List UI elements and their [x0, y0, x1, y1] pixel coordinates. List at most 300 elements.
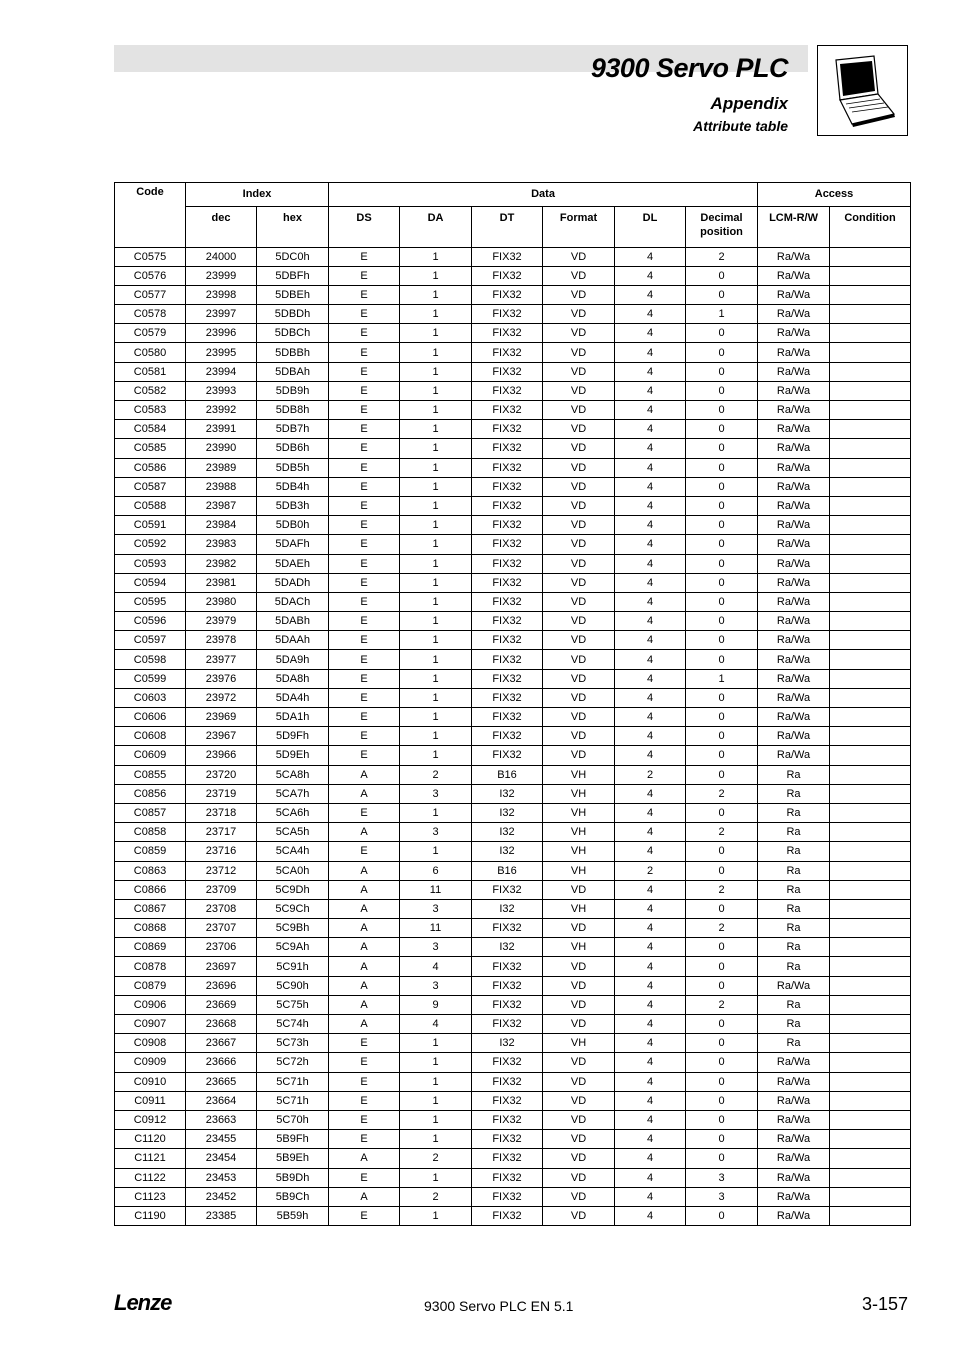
hex-cell: 5C72h: [257, 1053, 329, 1072]
dl-cell: 4: [615, 842, 686, 861]
lcm-rw-cell: Ra/Wa: [758, 976, 830, 995]
dec-cell: 23452: [186, 1187, 257, 1206]
dt-cell: FIX32: [472, 285, 543, 304]
decimal-position-cell: 2: [686, 880, 758, 899]
hex-cell: 5DA9h: [257, 650, 329, 669]
code-cell: C0879: [115, 976, 186, 995]
format-cell: VD: [543, 1072, 615, 1091]
table-row: [115, 708, 911, 727]
condition-cell: [830, 803, 911, 822]
lcm-rw-cell: Ra/Wa: [758, 612, 830, 631]
da-header: DA: [400, 206, 472, 247]
ds-cell: A: [329, 823, 400, 842]
format-cell: VD: [543, 1015, 615, 1034]
format-cell: VD: [543, 612, 615, 631]
condition-cell: [830, 688, 911, 707]
access-header: Access: [758, 183, 911, 207]
table-row: [115, 746, 911, 765]
table-row: [115, 650, 911, 669]
table-row: [115, 458, 911, 477]
table-row: [115, 343, 911, 362]
table-body: [115, 247, 911, 1226]
dl-cell: 4: [615, 439, 686, 458]
table-row: [115, 496, 911, 515]
code-cell: C0866: [115, 880, 186, 899]
hex-cell: 5DBFh: [257, 266, 329, 285]
code-cell: C0857: [115, 803, 186, 822]
table-row: [115, 880, 911, 899]
dec-cell: 23669: [186, 995, 257, 1014]
code-cell: C0867: [115, 899, 186, 918]
da-cell: 11: [400, 919, 472, 938]
dec-cell: 23665: [186, 1072, 257, 1091]
dl-cell: 2: [615, 765, 686, 784]
dl-cell: 4: [615, 727, 686, 746]
da-cell: 1: [400, 1130, 472, 1149]
ds-cell: E: [329, 1091, 400, 1110]
da-cell: 1: [400, 1206, 472, 1225]
format-cell: VD: [543, 592, 615, 611]
code-cell: C0855: [115, 765, 186, 784]
da-cell: 1: [400, 746, 472, 765]
dec-cell: 23696: [186, 976, 257, 995]
dt-cell: FIX32: [472, 1168, 543, 1187]
ds-cell: E: [329, 535, 400, 554]
da-cell: 4: [400, 1015, 472, 1034]
format-cell: VD: [543, 554, 615, 573]
table-row: [115, 1110, 911, 1129]
hex-cell: 5CA7h: [257, 784, 329, 803]
da-cell: 1: [400, 1034, 472, 1053]
ds-header: DS: [329, 206, 400, 247]
hex-cell: 5DAFh: [257, 535, 329, 554]
lcm-rw-cell: Ra/Wa: [758, 554, 830, 573]
lcm-rw-cell: Ra/Wa: [758, 362, 830, 381]
da-cell: 1: [400, 1053, 472, 1072]
dl-cell: 4: [615, 823, 686, 842]
decimal-position-cell: 0: [686, 381, 758, 400]
format-cell: VD: [543, 343, 615, 362]
format-cell: VD: [543, 631, 615, 650]
hex-cell: 5C91h: [257, 957, 329, 976]
dt-cell: FIX32: [472, 1149, 543, 1168]
condition-cell: [830, 247, 911, 266]
format-cell: VD: [543, 919, 615, 938]
ds-cell: A: [329, 995, 400, 1014]
dt-cell: FIX32: [472, 957, 543, 976]
code-cell: C1190: [115, 1206, 186, 1225]
da-cell: 1: [400, 535, 472, 554]
decimal-position-cell: 0: [686, 650, 758, 669]
dl-cell: 4: [615, 1130, 686, 1149]
code-cell: C0911: [115, 1091, 186, 1110]
table-row: [115, 362, 911, 381]
code-cell: C0863: [115, 861, 186, 880]
hex-cell: 5C9Bh: [257, 919, 329, 938]
condition-cell: [830, 938, 911, 957]
condition-cell: [830, 957, 911, 976]
table-row: [115, 1053, 911, 1072]
format-cell: VD: [543, 458, 615, 477]
dec-cell: 23979: [186, 612, 257, 631]
format-header: Format: [543, 206, 615, 247]
da-cell: 1: [400, 439, 472, 458]
dt-cell: FIX32: [472, 266, 543, 285]
format-cell: VD: [543, 1187, 615, 1206]
dl-cell: 4: [615, 266, 686, 285]
code-cell: C0595: [115, 592, 186, 611]
lcm-rw-cell: Ra/Wa: [758, 381, 830, 400]
hex-cell: 5DB8h: [257, 401, 329, 420]
decimal-position-cell: 0: [686, 1130, 758, 1149]
da-cell: 1: [400, 516, 472, 535]
lcm-rw-cell: Ra/Wa: [758, 669, 830, 688]
ds-cell: A: [329, 861, 400, 880]
ds-cell: E: [329, 439, 400, 458]
lcm-rw-cell: Ra: [758, 919, 830, 938]
document-reference: 9300 Servo PLC EN 5.1: [424, 1298, 574, 1314]
dl-cell: 4: [615, 1206, 686, 1225]
hex-cell: 5C71h: [257, 1072, 329, 1091]
dl-cell: 4: [615, 343, 686, 362]
dec-cell: 23984: [186, 516, 257, 535]
lcm-rw-cell: Ra/Wa: [758, 1130, 830, 1149]
ds-cell: E: [329, 324, 400, 343]
code-cell: C1121: [115, 1149, 186, 1168]
code-cell: C0907: [115, 1015, 186, 1034]
hex-cell: 5C74h: [257, 1015, 329, 1034]
code-cell: C0594: [115, 573, 186, 592]
da-cell: 1: [400, 631, 472, 650]
dt-cell: FIX32: [472, 477, 543, 496]
decimal-position-cell: 0: [686, 631, 758, 650]
code-cell: C0878: [115, 957, 186, 976]
dec-cell: 23991: [186, 420, 257, 439]
dt-cell: FIX32: [472, 305, 543, 324]
da-cell: 3: [400, 784, 472, 803]
lcm-rw-cell: Ra/Wa: [758, 343, 830, 362]
condition-cell: [830, 458, 911, 477]
lcm-rw-cell: Ra/Wa: [758, 573, 830, 592]
ds-cell: E: [329, 612, 400, 631]
dl-cell: 4: [615, 516, 686, 535]
decimal-position-cell: 0: [686, 592, 758, 611]
code-cell: C0597: [115, 631, 186, 650]
decimal-position-cell: 0: [686, 957, 758, 976]
dt-cell: FIX32: [472, 535, 543, 554]
condition-cell: [830, 727, 911, 746]
decimal-position-cell: 0: [686, 842, 758, 861]
condition-cell: [830, 305, 911, 324]
dl-cell: 4: [615, 420, 686, 439]
ds-cell: E: [329, 669, 400, 688]
dl-cell: 4: [615, 247, 686, 266]
lcm-rw-cell: Ra/Wa: [758, 1110, 830, 1129]
code-cell: C0592: [115, 535, 186, 554]
dt-cell: FIX32: [472, 439, 543, 458]
lcm-rw-cell: Ra/Wa: [758, 1091, 830, 1110]
decimal-position-cell: 0: [686, 573, 758, 592]
code-cell: C0578: [115, 305, 186, 324]
format-cell: VD: [543, 880, 615, 899]
ds-cell: E: [329, 285, 400, 304]
decimal-position-cell: 1: [686, 669, 758, 688]
hex-cell: 5DB4h: [257, 477, 329, 496]
condition-cell: [830, 362, 911, 381]
table-row: [115, 1187, 911, 1206]
decimal-position-cell: 0: [686, 938, 758, 957]
decimal-position-cell: 0: [686, 535, 758, 554]
decimal-position-header: Decimal position: [686, 206, 758, 247]
dec-cell: 23989: [186, 458, 257, 477]
hex-cell: 5DB3h: [257, 496, 329, 515]
dec-cell: 24000: [186, 247, 257, 266]
dec-cell: 23996: [186, 324, 257, 343]
lcm-rw-cell: Ra/Wa: [758, 247, 830, 266]
da-cell: 4: [400, 957, 472, 976]
dec-cell: 23980: [186, 592, 257, 611]
decimal-position-cell: 2: [686, 995, 758, 1014]
condition-cell: [830, 976, 911, 995]
lcm-rw-cell: Ra/Wa: [758, 650, 830, 669]
decimal-position-cell: 3: [686, 1168, 758, 1187]
decimal-position-cell: 0: [686, 1206, 758, 1225]
dec-cell: 23708: [186, 899, 257, 918]
dec-cell: 23998: [186, 285, 257, 304]
decimal-position-cell: 0: [686, 401, 758, 420]
dec-cell: 23709: [186, 880, 257, 899]
dl-cell: 2: [615, 861, 686, 880]
condition-cell: [830, 842, 911, 861]
condition-cell: [830, 650, 911, 669]
hex-cell: 5DBAh: [257, 362, 329, 381]
dec-header: dec: [186, 206, 257, 247]
hex-cell: 5DBCh: [257, 324, 329, 343]
code-header-continued: [115, 206, 186, 247]
table-row: [115, 401, 911, 420]
lcm-rw-cell: Ra: [758, 861, 830, 880]
hex-cell: 5B9Eh: [257, 1149, 329, 1168]
decimal-position-cell: 0: [686, 708, 758, 727]
dt-cell: FIX32: [472, 1206, 543, 1225]
table-row: [115, 266, 911, 285]
ds-cell: A: [329, 899, 400, 918]
ds-cell: E: [329, 592, 400, 611]
lcm-rw-cell: Ra/Wa: [758, 458, 830, 477]
decimal-position-cell: 0: [686, 976, 758, 995]
condition-cell: [830, 861, 911, 880]
ds-cell: E: [329, 1130, 400, 1149]
ds-cell: A: [329, 765, 400, 784]
dec-cell: 23716: [186, 842, 257, 861]
dl-cell: 4: [615, 285, 686, 304]
ds-cell: A: [329, 976, 400, 995]
format-cell: VH: [543, 803, 615, 822]
format-cell: VD: [543, 1130, 615, 1149]
dt-cell: I32: [472, 842, 543, 861]
hex-cell: 5CA6h: [257, 803, 329, 822]
decimal-position-cell: 1: [686, 305, 758, 324]
da-cell: 1: [400, 842, 472, 861]
lcm-rw-cell: Ra/Wa: [758, 631, 830, 650]
ds-cell: E: [329, 362, 400, 381]
ds-cell: E: [329, 688, 400, 707]
condition-cell: [830, 1072, 911, 1091]
hex-cell: 5DB7h: [257, 420, 329, 439]
dt-cell: FIX32: [472, 1091, 543, 1110]
dl-cell: 4: [615, 708, 686, 727]
da-cell: 9: [400, 995, 472, 1014]
format-cell: VD: [543, 1149, 615, 1168]
condition-cell: [830, 765, 911, 784]
code-cell: C0585: [115, 439, 186, 458]
format-cell: VD: [543, 573, 615, 592]
lcm-rw-cell: Ra/Wa: [758, 1206, 830, 1225]
ds-cell: E: [329, 727, 400, 746]
ds-cell: E: [329, 247, 400, 266]
condition-header: Condition: [830, 206, 911, 247]
dl-cell: 4: [615, 803, 686, 822]
format-cell: VD: [543, 420, 615, 439]
ds-cell: A: [329, 957, 400, 976]
da-cell: 1: [400, 381, 472, 400]
decimal-position-cell: 0: [686, 324, 758, 343]
code-cell: C0581: [115, 362, 186, 381]
condition-cell: [830, 401, 911, 420]
dt-cell: FIX32: [472, 746, 543, 765]
format-cell: VD: [543, 285, 615, 304]
condition-cell: [830, 573, 911, 592]
da-cell: 3: [400, 899, 472, 918]
ds-cell: E: [329, 1168, 400, 1187]
ds-cell: A: [329, 880, 400, 899]
dec-cell: 23663: [186, 1110, 257, 1129]
dl-cell: 4: [615, 362, 686, 381]
table-row: [115, 1168, 911, 1187]
table-row: [115, 1015, 911, 1034]
dt-cell: FIX32: [472, 708, 543, 727]
dec-cell: 23666: [186, 1053, 257, 1072]
code-cell: C1122: [115, 1168, 186, 1187]
dl-cell: 4: [615, 650, 686, 669]
decimal-position-cell: 0: [686, 727, 758, 746]
dec-cell: 23992: [186, 401, 257, 420]
code-cell: C0577: [115, 285, 186, 304]
decimal-position-cell: 0: [686, 1110, 758, 1129]
da-cell: 1: [400, 266, 472, 285]
decimal-position-cell: 0: [686, 554, 758, 573]
table-row: [115, 1034, 911, 1053]
lcm-rw-cell: Ra/Wa: [758, 727, 830, 746]
da-cell: 1: [400, 247, 472, 266]
dt-cell: FIX32: [472, 669, 543, 688]
decimal-position-cell: 3: [686, 1187, 758, 1206]
code-cell: C0906: [115, 995, 186, 1014]
decimal-position-cell: 0: [686, 1034, 758, 1053]
dl-cell: 4: [615, 976, 686, 995]
decimal-position-cell: 0: [686, 439, 758, 458]
decimal-position-cell: 0: [686, 285, 758, 304]
dec-cell: 23990: [186, 439, 257, 458]
hex-cell: 5C9Ch: [257, 899, 329, 918]
code-cell: C0579: [115, 324, 186, 343]
condition-cell: [830, 381, 911, 400]
dl-cell: 4: [615, 592, 686, 611]
format-cell: VD: [543, 362, 615, 381]
table-row: [115, 995, 911, 1014]
dt-cell: FIX32: [472, 554, 543, 573]
format-cell: VH: [543, 899, 615, 918]
table-row: [115, 784, 911, 803]
table-row: [115, 1072, 911, 1091]
format-cell: VD: [543, 1091, 615, 1110]
table-row: [115, 938, 911, 957]
data-header: Data: [329, 183, 758, 207]
lcm-rw-cell: Ra/Wa: [758, 535, 830, 554]
condition-cell: [830, 420, 911, 439]
format-cell: VD: [543, 746, 615, 765]
hex-cell: 5B9Dh: [257, 1168, 329, 1187]
ds-cell: E: [329, 343, 400, 362]
da-cell: 2: [400, 1149, 472, 1168]
dec-cell: 23385: [186, 1206, 257, 1225]
code-cell: C0584: [115, 420, 186, 439]
dl-cell: 4: [615, 746, 686, 765]
dec-cell: 23719: [186, 784, 257, 803]
dec-cell: 23995: [186, 343, 257, 362]
code-cell: C0576: [115, 266, 186, 285]
lcm-rw-cell: Ra/Wa: [758, 592, 830, 611]
lcm-rw-cell: Ra: [758, 938, 830, 957]
decimal-position-cell: 0: [686, 477, 758, 496]
condition-cell: [830, 1034, 911, 1053]
table-row: [115, 899, 911, 918]
dec-cell: 23987: [186, 496, 257, 515]
decimal-position-cell: 0: [686, 746, 758, 765]
laptop-icon: [817, 45, 908, 136]
lcm-rw-cell: Ra: [758, 823, 830, 842]
decimal-position-cell: 0: [686, 1015, 758, 1034]
decimal-position-cell: 0: [686, 1091, 758, 1110]
dt-cell: B16: [472, 765, 543, 784]
code-cell: C0609: [115, 746, 186, 765]
hex-cell: 5DA1h: [257, 708, 329, 727]
condition-cell: [830, 496, 911, 515]
hex-cell: 5CA5h: [257, 823, 329, 842]
dt-cell: I32: [472, 1034, 543, 1053]
dt-cell: FIX32: [472, 247, 543, 266]
da-cell: 1: [400, 573, 472, 592]
lcm-rw-cell: Ra/Wa: [758, 266, 830, 285]
da-cell: 1: [400, 1168, 472, 1187]
format-cell: VD: [543, 401, 615, 420]
format-cell: VD: [543, 477, 615, 496]
format-cell: VD: [543, 381, 615, 400]
dl-cell: 4: [615, 1110, 686, 1129]
dec-cell: 23969: [186, 708, 257, 727]
hex-cell: 5B9Fh: [257, 1130, 329, 1149]
code-cell: C1123: [115, 1187, 186, 1206]
decimal-position-cell: 2: [686, 784, 758, 803]
code-cell: C0603: [115, 688, 186, 707]
format-cell: VD: [543, 1110, 615, 1129]
lcm-rw-cell: Ra/Wa: [758, 477, 830, 496]
ds-cell: E: [329, 1110, 400, 1129]
ds-cell: A: [329, 938, 400, 957]
condition-cell: [830, 631, 911, 650]
table-row: [115, 803, 911, 822]
dt-cell: FIX32: [472, 650, 543, 669]
